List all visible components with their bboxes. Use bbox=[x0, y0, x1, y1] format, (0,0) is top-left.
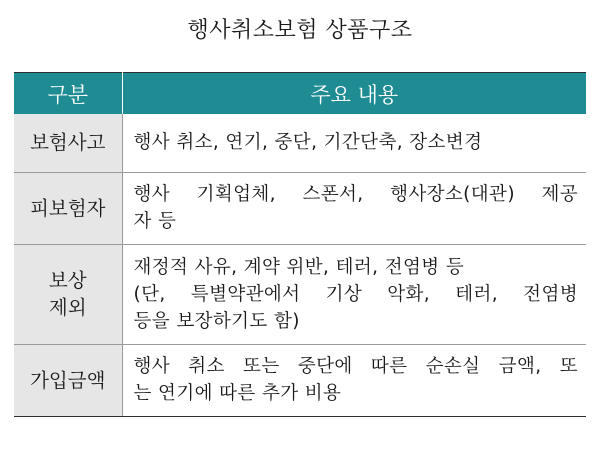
content-line: 는 연기에 따른 추가 비용 bbox=[133, 383, 342, 404]
row-content-exclusions bbox=[122, 244, 586, 344]
row-label-exclusions bbox=[14, 244, 122, 344]
table-row bbox=[14, 244, 586, 344]
row-label-coverage-amount: 가입금액 bbox=[14, 344, 122, 416]
header-category: 구분 bbox=[14, 73, 122, 115]
table-row bbox=[14, 114, 586, 172]
row-content-insured-party bbox=[122, 172, 586, 244]
table-header-row bbox=[14, 73, 586, 115]
content-line: 재정적 사유, 계약 위반, 테러, 전염병 등 bbox=[133, 256, 465, 278]
header-main-content: 주요 내용 bbox=[122, 73, 586, 115]
row-content-coverage-amount bbox=[122, 344, 586, 416]
content-line: 행사 취소 또는 중단에 따른 순손실 금액, 또 bbox=[133, 356, 578, 377]
product-structure-table bbox=[14, 72, 586, 417]
content-line: 등을 보장하기도 함) bbox=[133, 310, 300, 332]
row-label-insured-event: 보험사고 bbox=[14, 114, 122, 172]
row-label-insured-party: 피보험자 bbox=[14, 172, 122, 244]
row-label-line: 제외 bbox=[48, 296, 87, 319]
row-label-line: 보상 bbox=[48, 269, 87, 292]
table-row bbox=[14, 172, 586, 244]
content-line: 행사 취소, 연기, 중단, 기간단축, 장소변경 bbox=[133, 132, 483, 154]
row-content-insured-event bbox=[122, 114, 586, 172]
table-row bbox=[14, 344, 586, 416]
content-line: 행사 기획업체, 스폰서, 행사장소(대관) 제공 bbox=[133, 184, 578, 205]
content-line: 자 등 bbox=[133, 211, 177, 232]
document-title: 행사취소보험 상품구조 bbox=[187, 18, 413, 43]
content-line: (단, 특별약관에서 기상 악화, 테러, 전염병 bbox=[133, 283, 578, 305]
